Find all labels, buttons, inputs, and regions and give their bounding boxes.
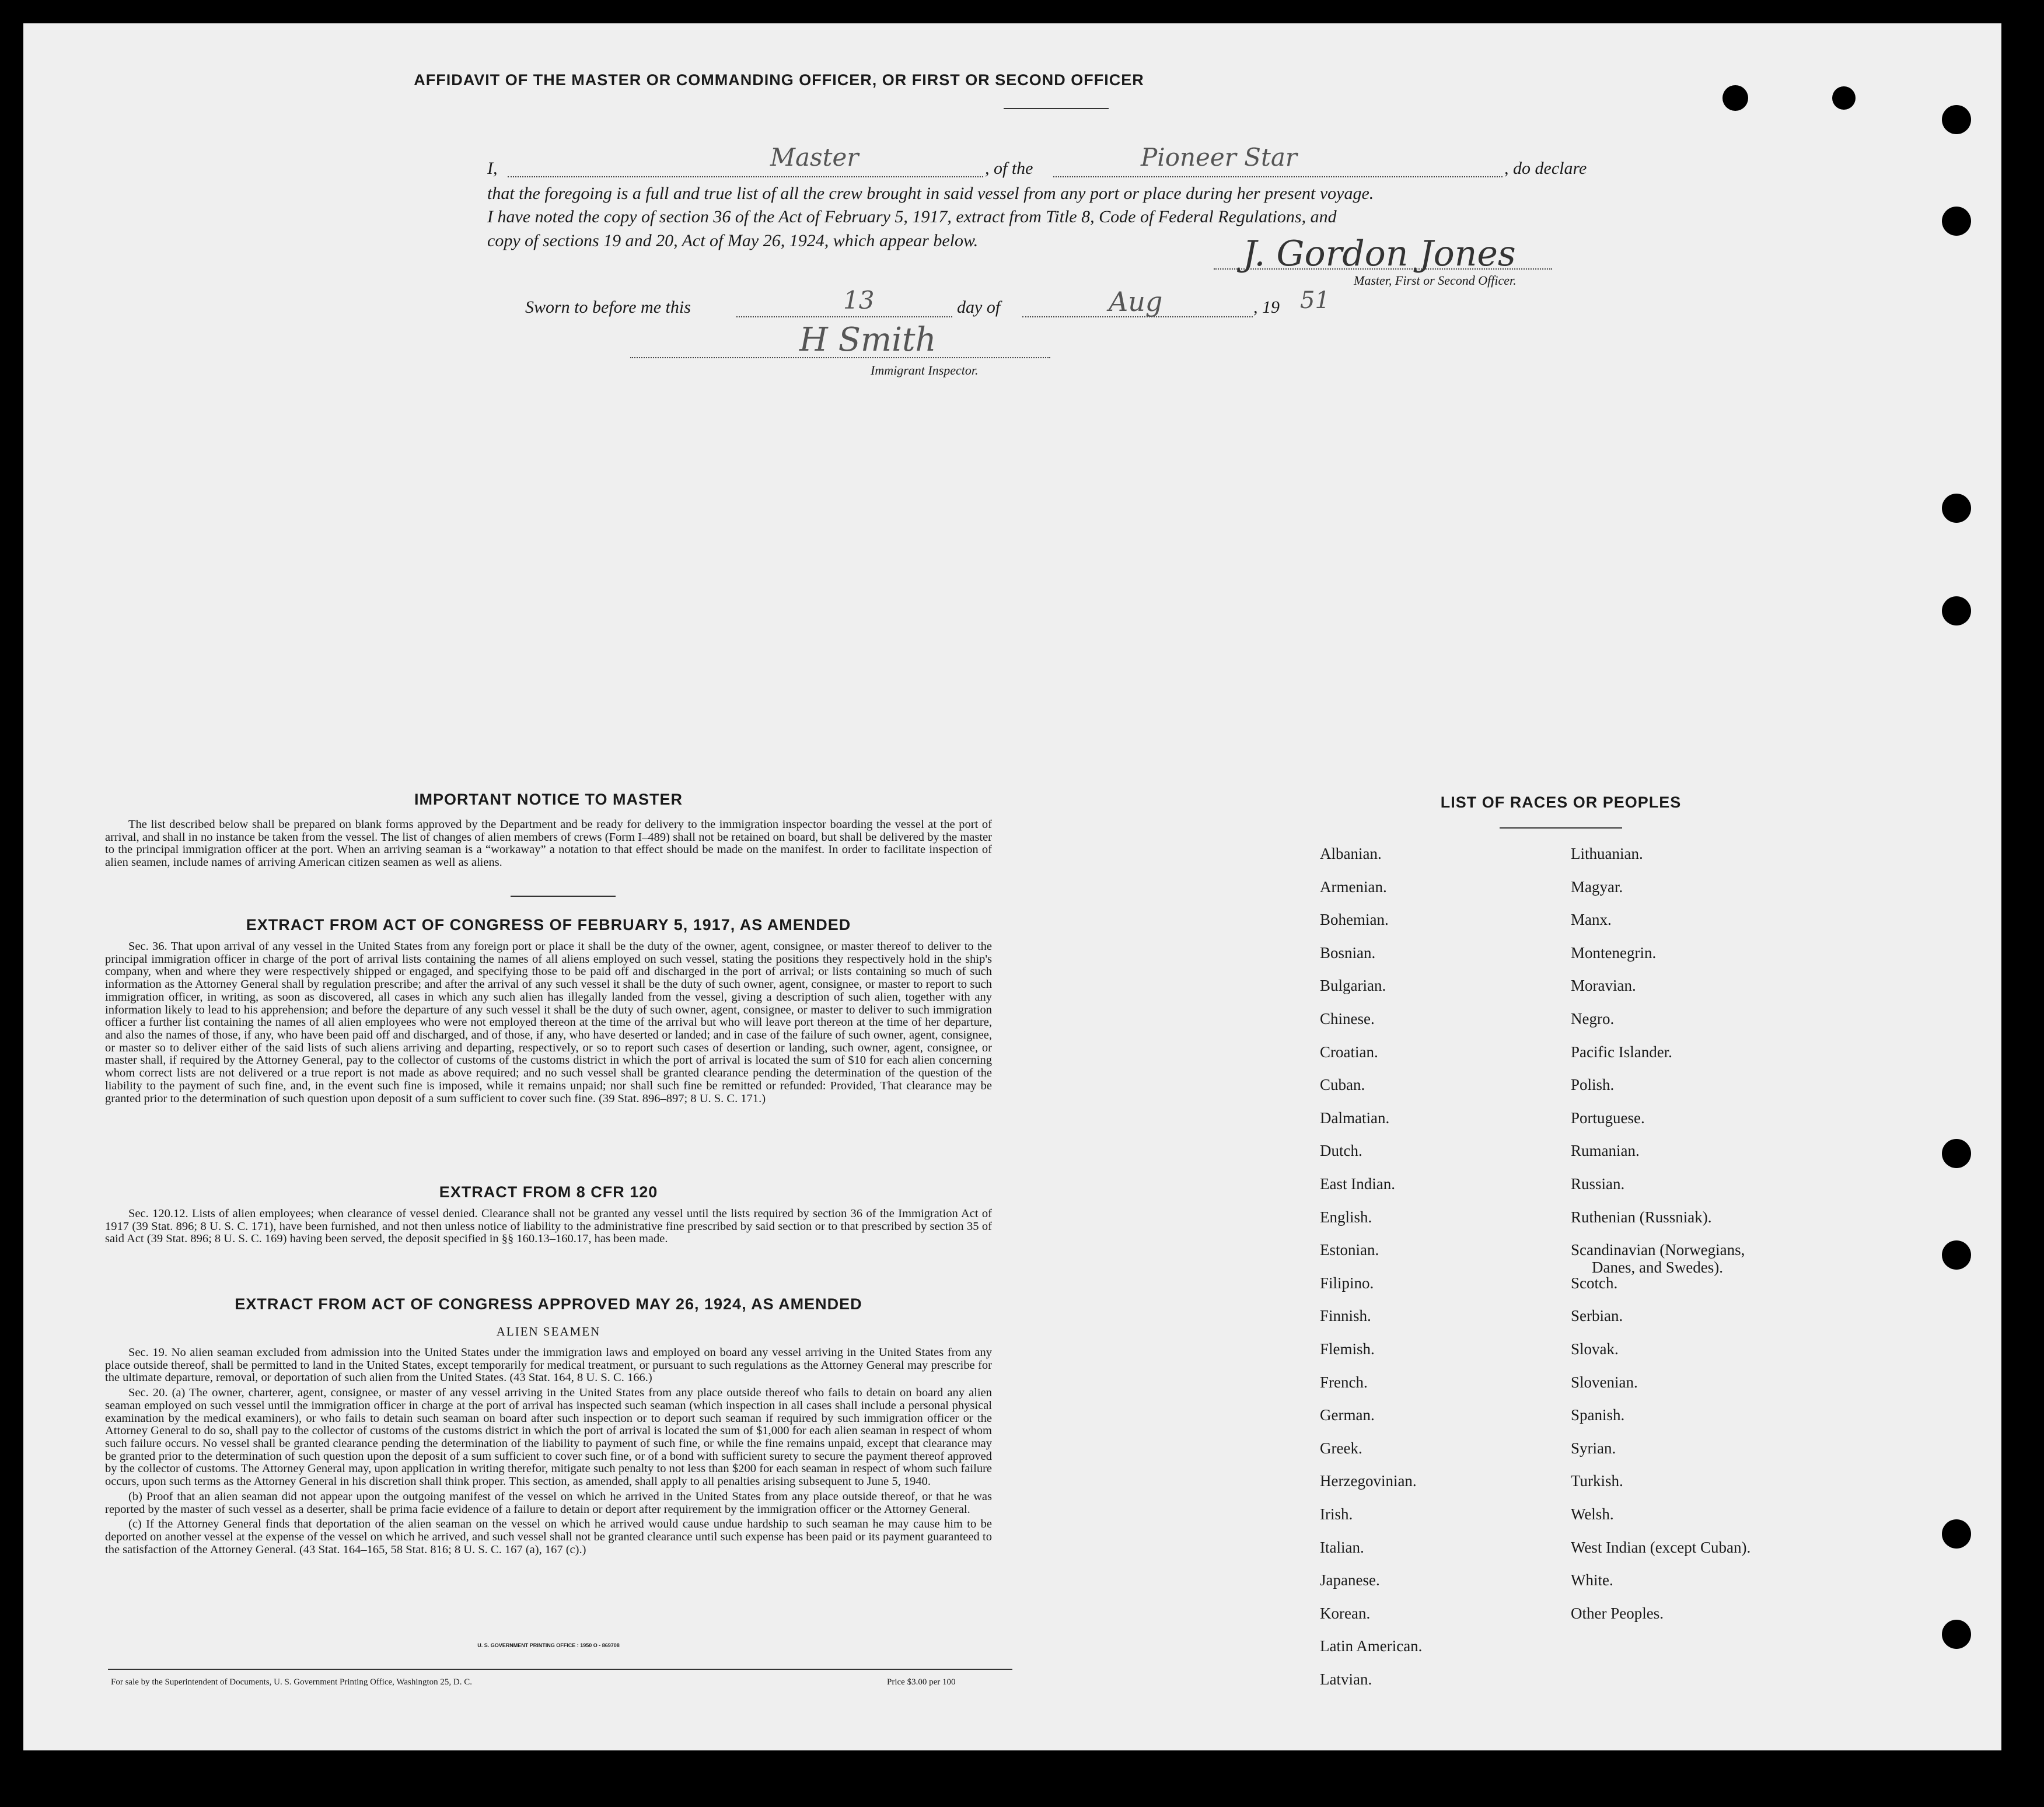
declarant-i: I,: [487, 159, 498, 178]
race-item: Bohemian.: [1320, 911, 1389, 929]
race-item: Scandinavian (Norwegians,: [1571, 1241, 1745, 1259]
race-item: Manx.: [1571, 911, 1612, 929]
race-item: Rumanian.: [1571, 1142, 1640, 1160]
race-item: Turkish.: [1571, 1472, 1623, 1490]
gpo-imprint: U. S. GOVERNMENT PRINTING OFFICE : 1950 O - 869708: [477, 1642, 620, 1648]
race-item: Magyar.: [1571, 878, 1623, 896]
master-signature-caption: Master, First or Second Officer.: [1354, 273, 1517, 288]
race-item: Serbian.: [1571, 1307, 1623, 1325]
race-item: Croatian.: [1320, 1043, 1378, 1061]
races-rule: [1500, 827, 1622, 829]
declaration-line-2: I have noted the copy of section 36 of the Act of February 5, 1917, extract from Title 8, Code of Federal Regulations, and: [487, 207, 1337, 226]
extract-1917-text: [105, 941, 992, 1107]
title-rule: [1004, 108, 1109, 109]
inspector-caption: Immigrant Inspector.: [871, 363, 979, 378]
race-item: Moravian.: [1571, 977, 1636, 995]
race-item: Danes, and Swedes).: [1592, 1259, 1723, 1277]
race-item: English.: [1320, 1208, 1372, 1226]
race-item: Irish.: [1320, 1505, 1353, 1523]
race-item: West Indian (except Cuban).: [1571, 1538, 1751, 1556]
race-item: White.: [1571, 1571, 1613, 1589]
master-name-line: [508, 176, 983, 177]
race-item: Cuban.: [1320, 1076, 1365, 1094]
races-title: LIST OF RACES OR PEOPLES: [1440, 794, 1682, 811]
punch-hole: [1942, 1620, 1971, 1649]
race-item: Japanese.: [1320, 1571, 1380, 1589]
year-prefix: , 19: [1253, 298, 1280, 317]
race-item: Flemish.: [1320, 1340, 1375, 1358]
vessel-name-handwritten: Pioneer Star: [1141, 143, 1297, 172]
section-20c-paragraph: (c) If the Attorney General finds that deportation of the alien seaman on the vessel on which he arrived would cause undue hardship to such seaman he may cause him to be deported on another vessel at the expense of the vessel on which he arrived, and such vessel shall not be granted clearance until such expense has been paid or its payment guaranteed to the satisfaction of the Attorney General. (43 Stat. 164–165, 58 Stat. 816; 8 U. S. C. 167 (a), 167 (c).): [105, 1518, 992, 1556]
year-handwritten: 51: [1300, 287, 1330, 314]
inspector-signature: H Smith: [799, 321, 937, 359]
race-item: Dalmatian.: [1320, 1109, 1390, 1127]
race-item: Negro.: [1571, 1010, 1615, 1027]
race-item: Estonian.: [1320, 1241, 1379, 1259]
day-handwritten: 13: [843, 286, 875, 314]
footer-price: Price $3.00 per 100: [887, 1677, 956, 1687]
race-item: Russian.: [1571, 1175, 1625, 1193]
punch-hole: [1942, 1519, 1971, 1549]
race-item: Spanish.: [1571, 1406, 1625, 1424]
vessel-name-line: [1053, 176, 1503, 177]
sworn-label: Sworn to before me this: [525, 298, 691, 317]
race-item: Slovenian.: [1571, 1373, 1638, 1391]
extract-1917-title: EXTRACT FROM ACT OF CONGRESS OF FEBRUARY 5, 1917, AS AMENDED: [246, 916, 851, 934]
race-item: Latvian.: [1320, 1670, 1372, 1688]
race-item: Italian.: [1320, 1538, 1364, 1556]
race-item: Bulgarian.: [1320, 977, 1386, 995]
section-36-paragraph: Sec. 36. That upon arrival of any vessel in the United States from any foreign port or place it shall be the duty of the owner, agent, consignee, or master thereof to deliver to the principal immigration officer in charge of the port of arrival lists containing the names of all aliens employed on such vessel, stating the positions they respectively hold in the ship's company, when and where they were respectively shipped or engaged, and specifying those to be paid off and discharged in the port of arrival; or lists containing so much of such information as the Attorney General shall by regulation prescribe; and after the arrival of any such vessel it shall be the duty of such owner, agent, consignee, or master to report to such immigration officer, in writing, as soon as discovered, all cases in which any such alien has illegally landed from the vessel, giving a description of such alien, together with any information likely to lead to his apprehension; and before the departure of any such vessel it shall be the duty of such owner, agent, consignee, or master to deliver to such immigration officer a further list containing the names of all alien employees who were not employed thereon at the time of the arrival but who will leave port thereon at the time of her departure, and also the names of those, if any, who have been paid off and discharged, and of those, if any, who have deserted or landed; and in case of the failure of such owner, agent, consignee, or master so to deliver either of the said lists of such aliens arriving and departing, respectively, or so to report such cases of desertion or landing, such owner, agent, consignee, or master shall, if required by the Attorney General, pay to the collector of customs of the customs district in which the port of arrival is located the sum of $10 for each alien concerning whom correct lists are not delivered or a true report is not made as above required; and no such vessel shall be granted clearance pending the determination of the question of the liability to the payment of such fine, and, in the event such fine is imposed, while it remains unpaid; nor shall such fine be remitted or refunded: Provided, That clearance may be granted prior to the determination of such question upon deposit of a sum sufficient to cover such fine. (39 Stat. 896–897; 8 U. S. C. 171.): [105, 940, 992, 1105]
document-sheet: [23, 23, 2001, 1750]
alien-seamen-subtitle: ALIEN SEAMEN: [496, 1324, 601, 1338]
race-item: German.: [1320, 1406, 1375, 1424]
race-item: Greek.: [1320, 1439, 1362, 1457]
race-item: Slovak.: [1571, 1340, 1619, 1358]
extract-1924-text: [105, 1347, 992, 1559]
punch-hole: [1942, 1139, 1971, 1168]
race-item: Syrian.: [1571, 1439, 1616, 1457]
race-item: French.: [1320, 1373, 1368, 1391]
do-declare-label: , do declare: [1504, 159, 1587, 178]
extract-cfr-title: EXTRACT FROM 8 CFR 120: [439, 1183, 658, 1201]
day-of-label: day of: [957, 298, 1001, 317]
race-item: Welsh.: [1571, 1505, 1614, 1523]
section-20b-paragraph: (b) Proof that an alien seaman did not appear upon the outgoing manifest of the vessel on which he arrived in the United States from any place outside thereof, or that he was reported by the master of such vessel as a deserter, shall be prima facie evidence of a failure to detain or deport after requirement by the immigration officer or the Attorney General.: [105, 1490, 992, 1516]
race-item: Portuguese.: [1571, 1109, 1645, 1127]
extract-cfr-text: [105, 1208, 992, 1248]
race-item: Other Peoples.: [1571, 1604, 1664, 1622]
extract-1924-title: EXTRACT FROM ACT OF CONGRESS APPROVED MAY 26, 1924, AS AMENDED: [235, 1295, 862, 1313]
section-20a-paragraph: Sec. 20. (a) The owner, charterer, agent, consignee, or master of any vessel arriving in the United States from any place outside thereof who fails to detain on board any alien seaman employed on such vessel until the immigration officer in charge at the port of arrival has inspected such seaman (which inspection in all cases shall include a personal physical examination by the medical examiners), or who fails to detain such seaman on board after such inspection or to deport such seaman if required by such immigration officer or the Attorney General to do so, shall pay to the collector of customs of the customs district in which the port of arrival is located the sum of $1,000 for each alien seaman in respect of whom such failure occurs. No vessel shall be granted clearance pending the determination of the liability to payment of such fine, or while the fine remains unpaid, except that clearance may be granted prior to the determination of such question upon the deposit of a sum sufficient to cover such fine, or of a bond with sufficient surety to secure the payment thereof approved by the collector of customs. The Attorney General may, upon application in writing therefor, mitigate such penalty to not less than $200 for each seaman in respect of whom such failure occurs, upon such terms as the Attorney General in his discretion shall think proper. This section, as amended, shall apply to all penalties arising subsequent to June 5, 1940.: [105, 1386, 992, 1488]
race-item: Ruthenian (Russniak).: [1571, 1208, 1712, 1226]
notice-rule: [511, 896, 616, 897]
master-signature: J. Gordon Jones: [1243, 233, 1516, 274]
race-item: Herzegovinian.: [1320, 1472, 1417, 1490]
race-item: Polish.: [1571, 1076, 1615, 1094]
race-item: Albanian.: [1320, 845, 1382, 862]
punch-hole: [1942, 1240, 1971, 1270]
race-item: Bosnian.: [1320, 943, 1376, 962]
day-line: [736, 316, 952, 317]
race-item: Korean.: [1320, 1604, 1371, 1622]
of-the-label: , of the: [985, 159, 1033, 178]
affidavit-title: AFFIDAVIT OF THE MASTER OR COMMANDING OFFICER, OR FIRST OR SECOND OFFICER: [414, 71, 1144, 89]
punch-hole: [1832, 86, 1856, 110]
master-name-handwritten: Master: [770, 143, 859, 172]
declaration-line-1: that the foregoing is a full and true list of all the crew brought in said vessel from any port or place during her present voyage.: [487, 184, 1374, 203]
punch-hole: [1942, 105, 1971, 134]
race-item: Scotch.: [1571, 1274, 1618, 1292]
punch-hole: [1942, 596, 1971, 625]
race-item: Latin American.: [1320, 1637, 1423, 1655]
footer-rule: [108, 1669, 1012, 1670]
punch-hole: [1942, 207, 1971, 236]
race-item: Lithuanian.: [1571, 845, 1643, 862]
punch-hole: [1942, 494, 1971, 523]
notice-title: IMPORTANT NOTICE TO MASTER: [414, 791, 683, 808]
race-item: Dutch.: [1320, 1142, 1362, 1160]
punch-hole: [1722, 85, 1748, 111]
race-item: Montenegrin.: [1571, 943, 1657, 962]
section-120-12-paragraph: Sec. 120.12. Lists of alien employees; when clearance of vessel denied. Clearance shall not be granted any vessel until the lists required by section 36 of the Immigration Act of 1917 (39 Stat. 896; 8 U. S. C. 171), have been furnished, and not then unless notice of liability to the administrative fine prescribed by said section or to that prescribed by section 35 of said Act (39 Stat. 896; 8 U. S. C. 169) having been served, the deposit specified in §§ 160.13–160.17, has been made.: [105, 1207, 992, 1246]
declaration-line-3: copy of sections 19 and 20, Act of May 26, 1924, which appear below.: [487, 231, 979, 250]
race-item: East Indian.: [1320, 1175, 1395, 1193]
race-item: Pacific Islander.: [1571, 1043, 1672, 1061]
month-handwritten: Aug: [1109, 286, 1163, 317]
race-item: Chinese.: [1320, 1010, 1375, 1027]
footer-sale-note: For sale by the Superintendent of Documents, U. S. Government Printing Office, Washington 25, D. C.: [111, 1677, 472, 1687]
notice-text: [105, 819, 992, 872]
race-item: Finnish.: [1320, 1307, 1371, 1325]
section-19-paragraph: Sec. 19. No alien seaman excluded from admission into the United States under the immigration laws and employed on board any vessel arriving in the United States from any place outside thereof, shall be permitted to land in the United States, except temporarily for medical treatment, or pursuant to such regulations as the Attorney General may prescribe for the ultimate departure, removal, or deportation of such alien from the United States. (43 Stat. 164, 8 U. S. C. 166.): [105, 1346, 992, 1385]
race-item: Armenian.: [1320, 878, 1387, 896]
race-item: Filipino.: [1320, 1274, 1374, 1292]
notice-paragraph: The list described below shall be prepared on blank forms approved by the Department and be ready for delivery to the immigration inspector boarding the vessel at the port of arrival, and shall in no instance be taken from the vessel. The list of changes of alien members of crews (Form I–489) shall not be retained on board, but shall be delivered by the master to the principal immigration officer at the port. When an arriving seaman is a “workaway” a notation to that effect should be made on the manifest. In order to facilitate inspection of alien seamen, include names of arriving American citizen seamen as well as aliens.: [105, 818, 992, 869]
